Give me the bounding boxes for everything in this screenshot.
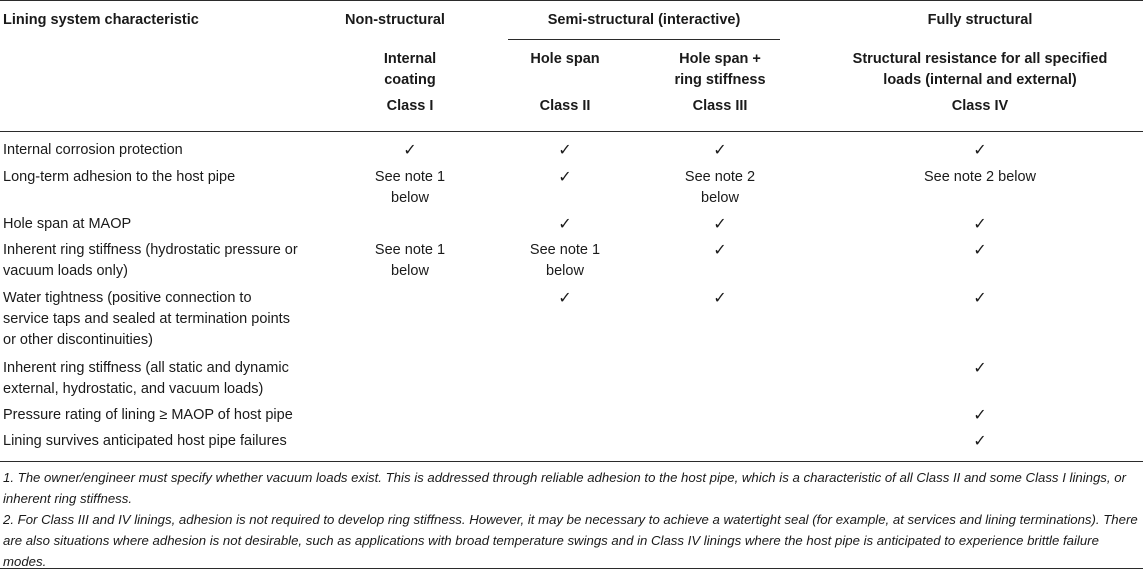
- row-survives-failures-class-iv-check: ✓: [973, 433, 987, 450]
- row-corrosion-class-iii-check: ✓: [713, 142, 727, 159]
- row-label-water-tightness: [3, 288, 323, 351]
- row-label-pressure-rating: [3, 405, 323, 426]
- class-i-description-line: coating: [384, 72, 436, 88]
- note-reference-line: below: [701, 190, 739, 206]
- group-header-fully-structural: Fully structural: [927, 12, 1033, 28]
- row-corrosion-class-i-check: ✓: [403, 142, 417, 159]
- top-rule: [0, 0, 1143, 1]
- row-label-line: Internal corrosion protection: [3, 142, 183, 158]
- class-i-description-line: Internal: [383, 51, 437, 67]
- class-ii-description: Hole span: [530, 51, 600, 67]
- row-label-line: Lining survives anticipated host pipe failures: [3, 433, 287, 449]
- row-label-line: Pressure rating of lining ≥ MAOP of host pipe: [3, 407, 293, 423]
- row-label-line: external, hydrostatic, and vacuum loads): [3, 381, 264, 397]
- class-ii-label: Class II: [539, 98, 591, 114]
- row-hole-span-class-ii-check: ✓: [558, 216, 572, 233]
- row-corrosion-class-iv-check: ✓: [973, 142, 987, 159]
- row-corrosion-class-ii-check: ✓: [558, 142, 572, 159]
- class-i-label: Class I: [386, 98, 434, 114]
- row-ring-stiffness-class-ii-note: [490, 240, 640, 282]
- note-reference-line: below: [391, 190, 429, 206]
- row-label-hole-span: [3, 214, 323, 235]
- row-label-line: Inherent ring stiffness (all static and dynamic: [3, 360, 289, 376]
- class-i-description: [330, 49, 490, 91]
- note-reference-line: See note 1: [374, 169, 446, 185]
- row-ring-stiffness-class-i-note: [330, 240, 490, 282]
- class-iii-description-line: ring stiffness: [674, 72, 766, 88]
- note-reference-line: See note 2: [684, 169, 756, 185]
- body-bottom-rule: [0, 461, 1143, 462]
- row-water-tightness-class-ii-check: ✓: [558, 290, 572, 307]
- note-reference-line: below: [391, 263, 429, 279]
- row-pressure-rating-class-iv-check: ✓: [973, 407, 987, 424]
- row-label-line: Long-term adhesion to the host pipe: [3, 169, 236, 185]
- row-hole-span-class-iv-check: ✓: [973, 216, 987, 233]
- row-adhesion-class-iii-note: [640, 167, 800, 209]
- row-label-line: service taps and sealed at termination points: [3, 311, 290, 327]
- row-adhesion-class-i-note: [330, 167, 490, 209]
- class-iii-label: Class III: [692, 98, 748, 114]
- note-reference-line: See note 1: [529, 242, 601, 258]
- row-label-line: Inherent ring stiffness (hydrostatic pressure or: [3, 242, 298, 258]
- row-label-ring-stiffness-hydrostatic: [3, 240, 323, 282]
- group-header-non-structural: Non-structural: [345, 12, 445, 28]
- footnote-1: 1. The owner/engineer must specify whether vacuum loads exist. This is addressed through reliable adhesion to the host pipe, which is a characteristic of all Class II and some Class I linings, or inherent ring stiffness.: [3, 470, 1126, 506]
- row-ring-stiffness-all-class-iv-check: ✓: [973, 360, 987, 377]
- class-iii-description-line: Hole span +: [679, 51, 761, 67]
- row-label-line: Water tightness (positive connection to: [3, 290, 252, 306]
- column-header-characteristic: Lining system characteristic: [3, 12, 199, 28]
- semi-structural-group-rule: [508, 39, 780, 40]
- row-hole-span-class-iii-check: ✓: [713, 216, 727, 233]
- row-label-corrosion: [3, 140, 323, 161]
- class-iv-description: [820, 49, 1140, 91]
- class-iv-description-line: Structural resistance for all specified: [852, 51, 1108, 67]
- row-adhesion-class-iv-note: See note 2 below: [923, 169, 1037, 185]
- row-ring-stiffness-class-iv-check: ✓: [973, 242, 987, 259]
- row-label-line: Hole span at MAOP: [3, 216, 132, 232]
- class-iv-description-line: loads (internal and external): [883, 72, 1077, 88]
- row-water-tightness-class-iii-check: ✓: [713, 290, 727, 307]
- note-reference-line: below: [546, 263, 584, 279]
- row-water-tightness-class-iv-check: ✓: [973, 290, 987, 307]
- row-label-survives-failures: [3, 431, 323, 452]
- row-label-ring-stiffness-all-loads: [3, 358, 323, 400]
- row-adhesion-class-ii-check: ✓: [558, 169, 572, 186]
- row-ring-stiffness-class-iii-check: ✓: [713, 242, 727, 259]
- class-iv-label: Class IV: [951, 98, 1009, 114]
- row-label-line: or other discontinuities): [3, 332, 153, 348]
- footnote-2: 2. For Class III and IV linings, adhesion is not required to develop ring stiffness. However, it may be necessary to achieve a watertight seal (for example, at services and lining terminations). There are also situations where adhesion is not desirable, such as applications with broad temperature swings and in Class IV linings where the host pipe is anticipated to experience brittle failure modes.: [3, 512, 1138, 569]
- row-label-line: vacuum loads only): [3, 263, 128, 279]
- group-header-semi-structural: Semi-structural (interactive): [547, 12, 741, 28]
- note-reference-line: See note 1: [374, 242, 446, 258]
- class-iii-description: [640, 49, 800, 91]
- header-bottom-rule: [0, 131, 1143, 132]
- row-label-adhesion: [3, 167, 323, 188]
